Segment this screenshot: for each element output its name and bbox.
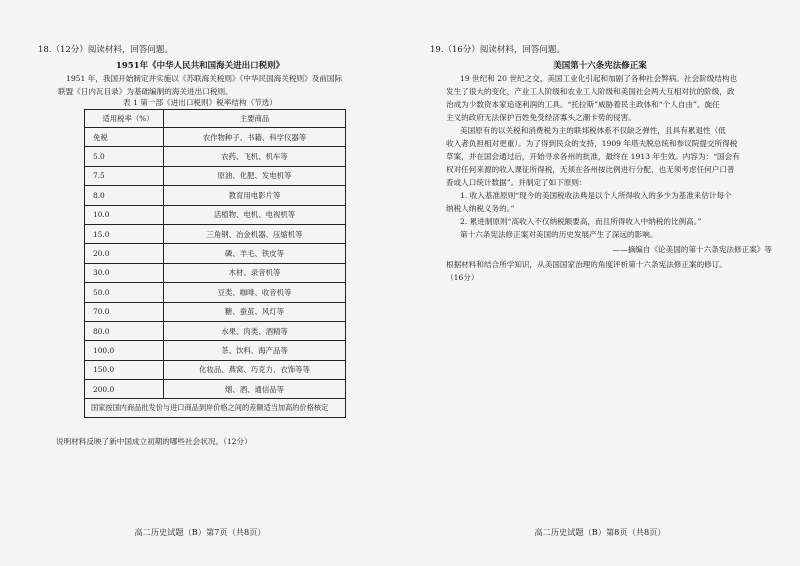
question-19-prompt <box>446 258 786 284</box>
rate-cell: 8.0 <box>85 186 164 205</box>
intro-line: 联盟《日内瓦目录》为基础编制的海关进出口税则。 <box>58 87 233 96</box>
goods-cell: 活植物、电机、电视机等 <box>164 205 346 224</box>
table-row <box>85 186 346 205</box>
table-row <box>85 263 346 282</box>
goods-cell: 烟、酒、通信品等 <box>164 380 346 399</box>
table-caption: 表 1 第一部《进出口税则》税率结构（节选） <box>123 98 277 107</box>
right-page <box>400 0 800 566</box>
question-18-heading: 18.（12分）阅读材料，回答问题。 <box>38 45 173 55</box>
rate-cell: 50.0 <box>85 283 164 302</box>
question-18-title: 1951年《中华人民共和国海关进出口税则》 <box>115 61 285 71</box>
material-line: 查或人口统计数据”。并制定了如下原则： <box>446 178 587 187</box>
goods-cell: 教育用电影片等 <box>164 186 346 205</box>
prompt-line: 根据材料和结合所学知识，从美国国家治理的角度评析第十六条宪法修正案的修订。 <box>446 260 727 269</box>
table-row <box>85 224 346 243</box>
goods-cell: 茶、饮料、海产品等 <box>164 341 346 360</box>
question-19-heading: 19.（16分）阅读材料，回答问题。 <box>430 45 565 55</box>
goods-cell: 三角钢、冶金机器、压缩机等 <box>164 224 346 243</box>
rate-cell: 免税 <box>85 128 164 147</box>
source-attribution: ——摘编自《论美国的第十六条宪法修正案》等 <box>612 245 772 254</box>
table-row <box>85 128 346 147</box>
table-row <box>85 341 346 360</box>
rate-cell: 100.0 <box>85 341 164 360</box>
page-footer: 高二历史试题（B）第7页（共8页） <box>134 527 266 537</box>
table-header-row <box>85 110 346 128</box>
table-row <box>85 205 346 224</box>
rate-cell: 7.5 <box>85 166 164 185</box>
question-19-title: 美国第十六条宪法修正案 <box>553 61 647 71</box>
table-row <box>85 360 346 379</box>
goods-cell: 农作物种子、书籍、科学仪器等 <box>164 128 346 147</box>
rate-cell: 5.0 <box>85 147 164 166</box>
material-line: 草案，并在国会通过后，开始寻求各州的批准，最终在 1913 年生效。内容为：“国会有 <box>446 152 740 161</box>
rate-cell: 80.0 <box>85 321 164 340</box>
material-line: 收入者负担相对更重）。为了得到民众的支持，1909 年塔夫脱总统和参议院提交所得税 <box>446 139 738 148</box>
table-row <box>85 283 346 302</box>
material-line: 1. 收入基准原则“现今的美国税收法典是以个人所得收入的多少为基准来估计每个 <box>460 191 732 200</box>
rate-cell: 20.0 <box>85 244 164 263</box>
rate-cell: 10.0 <box>85 205 164 224</box>
material-line: 美国原有的以关税和消费税为主的联邦税体系不仅缺乏弹性，且具有累退性（低 <box>460 126 726 135</box>
table-row <box>85 147 346 166</box>
table-row <box>85 302 346 321</box>
goods-cell: 农药、飞机、机车等 <box>164 147 346 166</box>
material-line: 发生了很大的变化，产业工人阶级和农业工人阶级和美国社会两大互相对抗的阶级，政 <box>446 87 735 96</box>
table-note-row <box>85 399 346 418</box>
table-row <box>85 166 346 185</box>
goods-cell: 磷、羊毛、铁皮等 <box>164 244 346 263</box>
material-line: 19 世纪和 20 世纪之交，美国工业化引起和加剧了各种社会弊病。社会阶级结构也 <box>460 74 738 83</box>
material-line: 权对任何来源的收入课征所得税，无须在各州按比例进行分配，也无须考虑任何户口普 <box>446 165 735 174</box>
rate-cell: 150.0 <box>85 360 164 379</box>
goods-cell: 水果、肉类、酒精等 <box>164 321 346 340</box>
table-row <box>85 321 346 340</box>
rate-cell: 30.0 <box>85 263 164 282</box>
material-line: 治成为少数资本家追逐利润的工具。“托拉斯”威胁着民主政体和“个人自由”。旋任 <box>446 100 720 109</box>
table-row <box>85 244 346 263</box>
rate-cell: 70.0 <box>85 302 164 321</box>
rate-cell: 200.0 <box>85 380 164 399</box>
header-rate: 适用税率（%） <box>85 110 164 128</box>
goods-cell: 豆类、咖啡、收音机等 <box>164 283 346 302</box>
material-line: 纳税人纳税义务的。” <box>446 204 515 213</box>
page-footer: 高二历史试题（B）第8页（共8页） <box>534 527 666 537</box>
table-note: 国家按国内商品批发价与进口商品到岸价格之间的差额适当加高的价格核定 <box>85 399 346 418</box>
rate-cell: 15.0 <box>85 224 164 243</box>
intro-line: 1951 年，我国开始制定并实施以《苏联海关税则》《中华民国海关税则》及前国际 <box>66 74 343 83</box>
prompt-line: （16分） <box>446 273 479 282</box>
material-line: 主义的政府无法保护百姓免受经济寡头之潮卡势的侵害。 <box>446 113 636 122</box>
tariff-table <box>84 109 346 418</box>
table-row <box>85 380 346 399</box>
question-18-intro <box>58 72 378 98</box>
material-line: 2. 累进制原则“高收入不仅纳税额要高，而且所得收入中纳税的比例高。” <box>460 217 702 226</box>
goods-cell: 糖、蚕茧、风灯等 <box>164 302 346 321</box>
question-18-prompt: 说明材料反映了新中国成立初期的哪些社会状况。（12分） <box>56 437 252 446</box>
goods-cell: 原油、化肥、发电机等 <box>164 166 346 185</box>
header-goods: 主要商品 <box>164 110 346 128</box>
question-19-material <box>446 72 786 241</box>
goods-cell: 木材、录音机等 <box>164 263 346 282</box>
goods-cell: 化妆品、燕窝、巧克力、衣饰等等 <box>164 360 346 379</box>
material-line: 第十六条宪法修正案对美国的历史发展产生了深远的影响。 <box>460 230 658 239</box>
